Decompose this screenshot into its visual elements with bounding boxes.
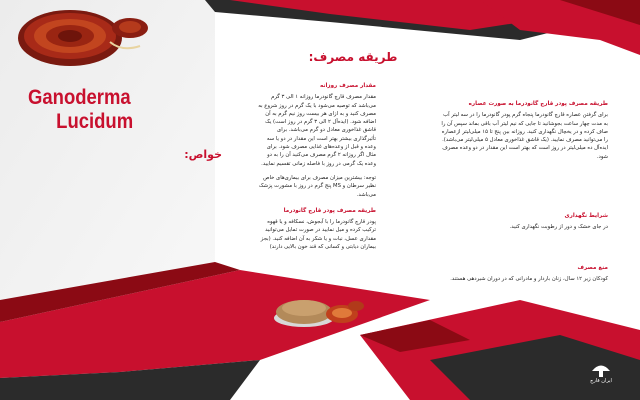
logo-text: ایران قارچ: [590, 378, 612, 384]
product-title: [28, 86, 204, 134]
reishi-mushroom-image: [10, 2, 160, 74]
title-line-2: Lucidum: [56, 110, 134, 133]
powder-bowl-image: [272, 282, 368, 330]
daily-amount-text: مقدار مصرف قارچ گانودرما روزانه ۱ الی ۳ گرم می‌باشد که توصیه می‌شود با یک گرم در روز شروع به مصرف کنید و به ازای هر بیست روز نیم گرم به آن اضافه شود. (ایده‌آل ۲ الی ۳ گرم در روز است) یک قاشق غذاخوری معادل دو گرم می‌باشد. برای تأثیرگذاری بیشتر بهتر است این مقدار در دو یا سه وعده و قبل از وعده‌های غذایی مصرف شود. برای مثال اگر روزانه ۲ گرم مصرف می‌کنید آن را به دو وعده یک گرمی در روز با فاصله زمانی تقسیم نمایید.: [258, 94, 376, 167]
extract-usage-text: برای گرفتن عصاره قارچ گانودرما پنجاه گرم پودر گانودرما را در سه لیتر آب به مدت چهار ساعت بجوشانید تا جایی که نیم لیتر آب باقی بماند سپس آن را صاف کرده و در یخچال نگهداری کنید. روزانه بین پنج تا ۱۵ میلی‌لیتر ازعصاره را می‌توانید مصرف نمایید. (یک قاشق غذاخوری معادل ۵ میلی‌لیتر می‌باشد). ایده‌آل ده میلی‌لیتر در روز است که بهتر است این مقدار در دو وعده مصرف شود.: [441, 112, 608, 160]
middle-column: [258, 82, 376, 257]
storage-text: در جای خشک و دور از رطوبت نگهداری کنید.: [509, 224, 608, 231]
storage-heading: شرایط نگهداری: [564, 213, 608, 219]
contraindications-text: کودکان زیر ۱۲ سال، زنان باردار و مادرانی که در دوران شیردهی هستند.: [450, 276, 608, 283]
powder-usage-heading: طریقه مصرف پودر قارچ گانودرما: [283, 207, 376, 214]
title-line-1: Ganoderma: [28, 86, 131, 109]
properties-heading: خواص:: [184, 148, 222, 161]
extract-usage-heading: طریقه مصرف پودر قارچ گانودرما به صورت عصاره: [468, 101, 608, 107]
mushroom-logo-icon: [590, 362, 612, 378]
usage-heading: طریقه مصرف:: [308, 50, 398, 64]
contraindications-heading: منع مصرف: [577, 265, 608, 271]
powder-usage-text: پودر قارچ گانودرما را با آبجوش، نسکافه و یا قهوه ترکیب کرده و میل نمایید در صورت تمایل می‌توانید مقداری عسل، نبات و یا شکر به آن اضافه کنید. (بجز بیماران دیابتی و کسانی که قند خون بالایی دارند): [260, 219, 376, 251]
brand-logo: [580, 362, 622, 398]
daily-amount-heading: مقدار مصرف روزانه: [319, 83, 376, 89]
daily-amount-note: توجه: بیشترین میزان مصرف برای بیماری‌های خاص نظیر سرطان و MS پنج گرم در روز با مشورت پزشک می‌باشد.: [258, 174, 376, 198]
